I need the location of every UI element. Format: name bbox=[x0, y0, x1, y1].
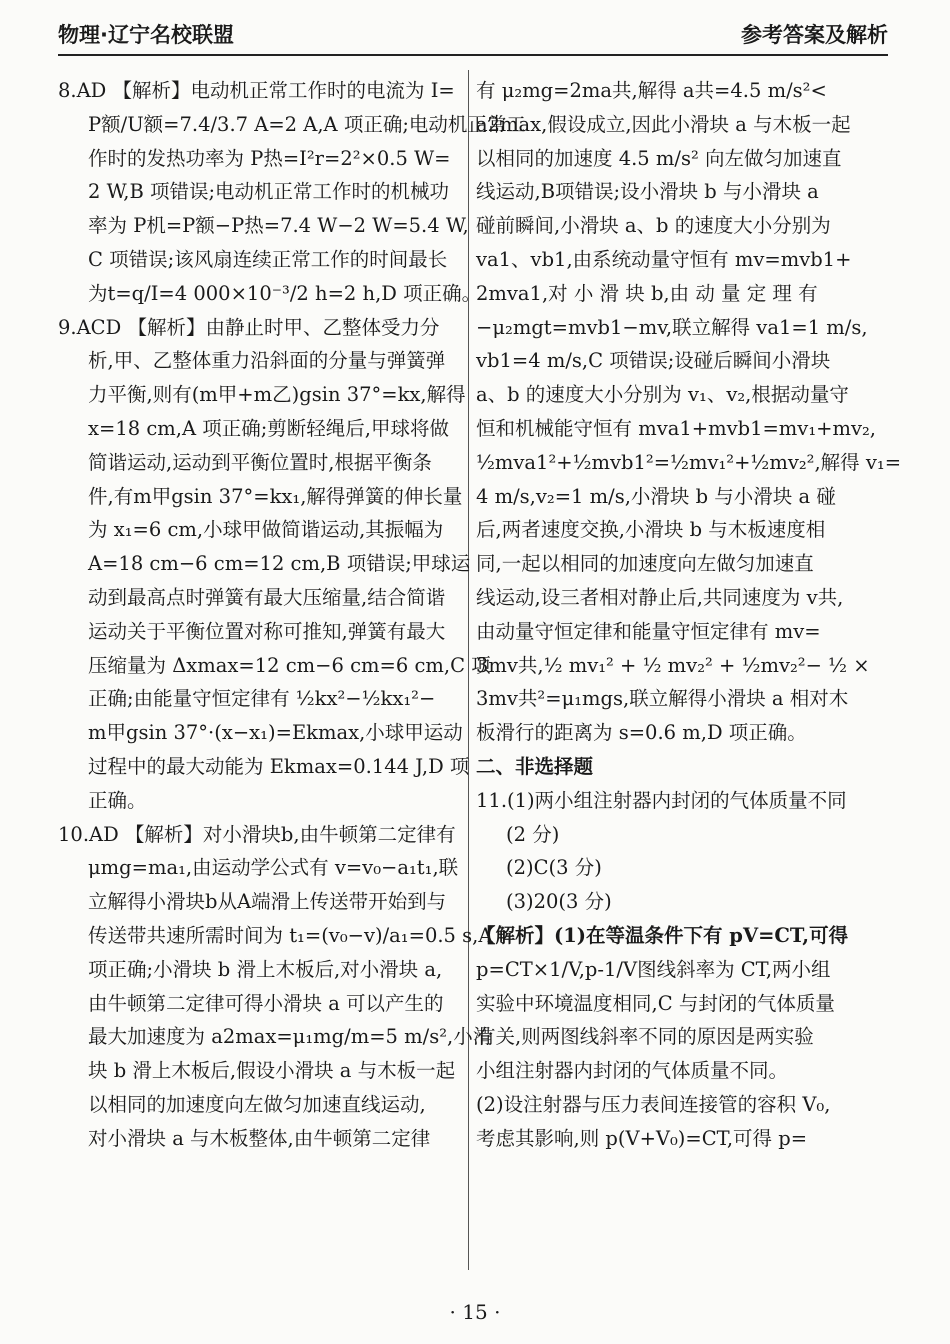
text-line: 简谐运动,运动到平衡位置时,根据平衡条 bbox=[88, 450, 432, 474]
text-line: 碰前瞬间,小滑块 a、b 的速度大小分别为 bbox=[476, 214, 831, 238]
text-line: −μ₂mgt=mvb1−mv,联立解得 va1=1 m/s, bbox=[476, 315, 868, 339]
text-line: 析,甲、乙整体重力沿斜面的分量与弹簧弹 bbox=[88, 349, 446, 373]
text-line: 过程中的最大动能为 Ekmax=0.144 J,D 项 bbox=[88, 754, 470, 778]
text-line: 动到最高点时弹簧有最大压缩量,结合简谐 bbox=[88, 585, 446, 609]
text-line: 【解析】(1)在等温条件下有 pV=CT,可得 bbox=[476, 923, 849, 947]
text-line: 小组注射器内封闭的气体质量不同。 bbox=[476, 1059, 789, 1083]
text-line: 项正确;小滑块 b 滑上木板后,对小滑块 a, bbox=[88, 957, 443, 981]
header-title: 参考答案及解析 bbox=[741, 23, 888, 47]
text-line: 恒和机械能守恒有 mva1+mvb1=mv₁+mv₂, bbox=[476, 416, 876, 440]
text-line: 板滑行的距离为 s=0.6 m,D 项正确。 bbox=[476, 721, 807, 745]
text-line: 线运动,B项错误;设小滑块 b 与小滑块 a bbox=[476, 180, 819, 204]
text-line: 正确;由能量守恒定律有 ½kx²−½kx₁²− bbox=[88, 687, 436, 711]
page-number: · 15 · bbox=[449, 1300, 501, 1324]
right-column bbox=[476, 74, 902, 1156]
text-line: 2 W,B 项错误;电动机正常工作时的机械功 bbox=[88, 180, 450, 204]
text-line: x=18 cm,A 项正确;剪断轻绳后,甲球将做 bbox=[88, 416, 450, 440]
text-line: 有 μ₂mg=2ma共,解得 a共=4.5 m/s²< bbox=[476, 79, 827, 102]
text-line: 块 b 滑上木板后,假设小滑块 a 与木板一起 bbox=[88, 1059, 456, 1083]
text-line: 后,两者速度交换,小滑块 b 与木板速度相 bbox=[476, 518, 826, 542]
text-line: va1、vb1,由系统动量守恒有 mv=mvb1+ bbox=[476, 247, 852, 271]
text-line: (2 分) bbox=[506, 822, 560, 846]
text-line: 由动量守恒定律和能量守恒定律有 mv= bbox=[476, 619, 821, 643]
text-line: P额/U额=7.4/3.7 A=2 A,A 项正确;电动机正常工 bbox=[88, 112, 526, 136]
text-line: 3mv共,½ mv₁² + ½ mv₂² + ½mv₂²− ½ × bbox=[476, 653, 870, 677]
text-line: 二、非选择题 bbox=[476, 754, 594, 778]
text-line: 以相同的加速度 4.5 m/s² 向左做匀加速直 bbox=[476, 146, 842, 170]
text-line: 率为 P机=P额−P热=7.4 W−2 W=5.4 W, bbox=[88, 214, 469, 238]
text-line: 对小滑块 a 与木板整体,由牛顿第二定律 bbox=[88, 1126, 431, 1150]
text-line: 力平衡,则有(m甲+m乙)gsin 37°=kx,解得 bbox=[88, 383, 466, 407]
text-line: 以相同的加速度向左做匀加速直线运动, bbox=[88, 1092, 426, 1116]
text-line: 最大加速度为 a2max=μ₁mg/m=5 m/s²,小滑 bbox=[88, 1025, 493, 1049]
text-line: vb1=4 m/s,C 项错误;设碰后瞬间小滑块 bbox=[476, 349, 831, 373]
text-line: 件,有m甲gsin 37°=kx₁,解得弹簧的伸长量 bbox=[88, 484, 463, 508]
text-line: 运动关于平衡位置对称可推知,弹簧有最大 bbox=[88, 619, 446, 643]
left-column bbox=[58, 74, 526, 1156]
text-line: 考虑其影响,则 p(V+V₀)=CT,可得 p= bbox=[476, 1126, 808, 1150]
text-line: (2)C(3 分) bbox=[506, 856, 602, 880]
text-line: ½mva1²+½mvb1²=½mv₁²+½mv₂²,解得 v₁= bbox=[476, 450, 902, 474]
text-line: 4 m/s,v₂=1 m/s,小滑块 b 与小滑块 a 碰 bbox=[476, 484, 836, 508]
text-line: 线运动,设三者相对静止后,共同速度为 v共, bbox=[476, 585, 844, 609]
text-line: (2)设注射器与压力表间连接管的容积 V₀, bbox=[476, 1092, 831, 1116]
text-line: 立解得小滑块b从A端滑上传送带开始到与 bbox=[88, 890, 447, 914]
text-line: 8.AD 【解析】电动机正常工作时的电流为 I= bbox=[58, 79, 455, 102]
text-line: 2mva1,对 小 滑 块 b,由 动 量 定 理 有 bbox=[476, 281, 818, 305]
text-line: a、b 的速度大小分别为 v₁、v₂,根据动量守 bbox=[476, 383, 849, 407]
text-line: μmg=ma₁,由运动学公式有 v=v₀−a₁t₁,联 bbox=[88, 856, 459, 880]
text-line: 有关,则两图线斜率不同的原因是两实验 bbox=[476, 1025, 814, 1049]
text-line: 为t=q/I=4 000×10⁻³/2 h=2 h,D 项正确。 bbox=[88, 281, 482, 305]
page-header bbox=[58, 14, 888, 56]
header-subject: 物理·辽宁名校联盟 bbox=[58, 23, 234, 47]
text-line: 作时的发热功率为 P热=I²r=2²×0.5 W= bbox=[88, 146, 451, 170]
text-line: 同,一起以相同的加速度向左做匀加速直 bbox=[476, 552, 814, 576]
text-line: p=CT×1/V,p-1/V图线斜率为 CT,两小组 bbox=[476, 957, 831, 981]
text-line: 10.AD 【解析】对小滑块b,由牛顿第二定律有 bbox=[58, 822, 456, 846]
text-line: 11.(1)两小组注射器内封闭的气体质量不同 bbox=[476, 788, 847, 812]
text-line: C 项错误;该风扇连续正常工作的时间最长 bbox=[88, 247, 448, 271]
text-line: 为 x₁=6 cm,小球甲做简谐运动,其振幅为 bbox=[88, 518, 444, 542]
text-line: 3mv共²=μ₁mgs,联立解得小滑块 a 相对木 bbox=[476, 687, 849, 711]
text-line: 由牛顿第二定律可得小滑块 a 可以产生的 bbox=[88, 991, 444, 1015]
text-line: 实验中环境温度相同,C 与封闭的气体质量 bbox=[476, 991, 835, 1015]
text-line: 9.ACD 【解析】由静止时甲、乙整体受力分 bbox=[58, 315, 440, 339]
text-line: a2max,假设成立,因此小滑块 a 与木板一起 bbox=[476, 112, 851, 136]
text-line: 正确。 bbox=[88, 788, 147, 812]
text-line: 传送带共速所需时间为 t₁=(v₀−v)/a₁=0.5 s,A bbox=[88, 923, 493, 947]
text-line: (3)20(3 分) bbox=[506, 890, 612, 914]
text-line: A=18 cm−6 cm=12 cm,B 项错误;甲球运 bbox=[88, 552, 471, 576]
text-line: m甲gsin 37°·(x−x₁)=Ekmax,小球甲运动 bbox=[88, 721, 463, 745]
text-line: 压缩量为 Δxmax=12 cm−6 cm=6 cm,C 项 bbox=[88, 653, 491, 677]
